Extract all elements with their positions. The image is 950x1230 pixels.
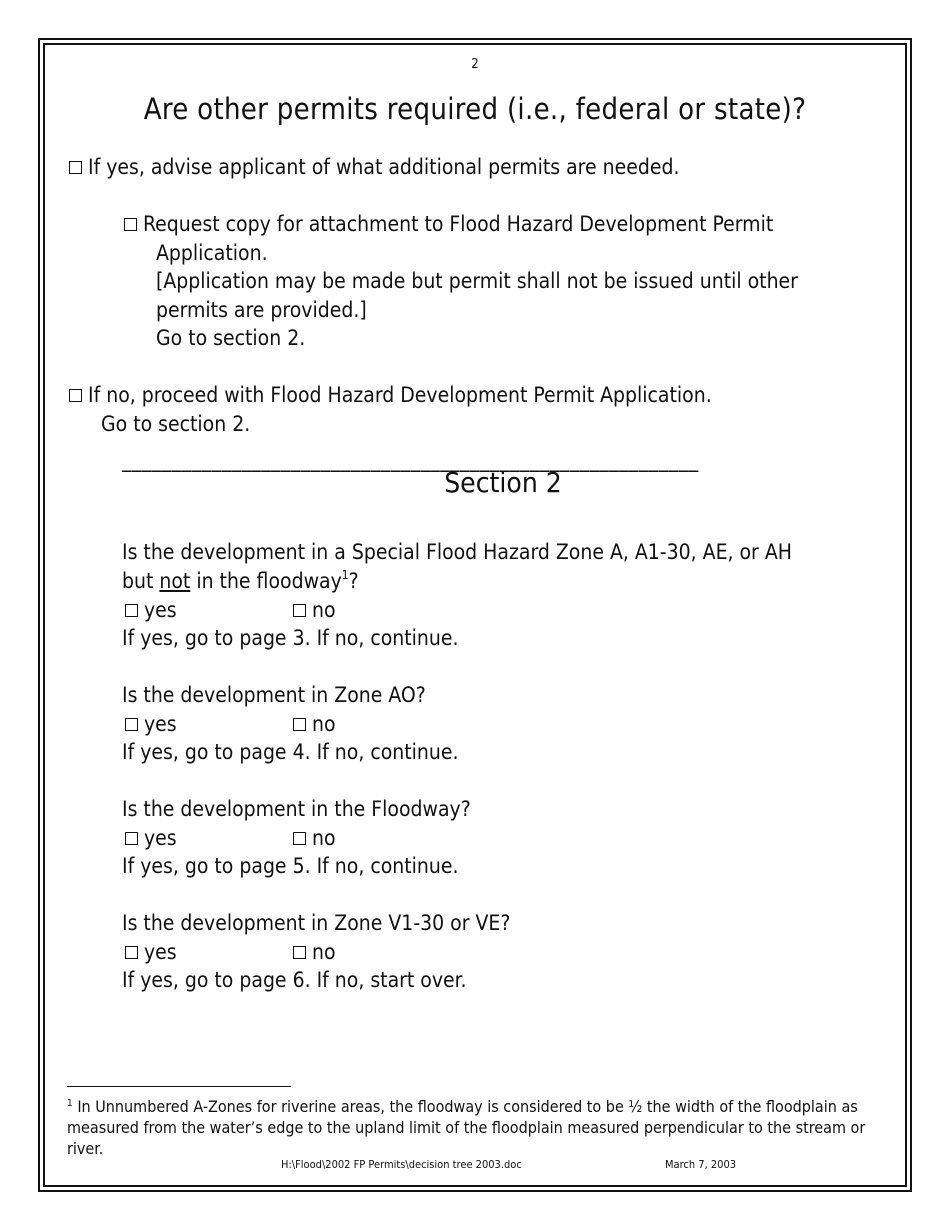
request-line-1: Request copy for attachment to Flood Hazard Development Permit — [143, 212, 774, 236]
request-line-3: [Application may be made but permit shall not be issued until other — [156, 269, 798, 293]
q3-yes-label: yes — [144, 826, 177, 850]
q2-no-label: no — [312, 712, 336, 736]
checkbox-if-no[interactable] — [69, 389, 82, 402]
question-3-instruction: If yes, go to page 5. If no, continue. — [122, 854, 459, 878]
question-2-text: Is the development in Zone AO? — [122, 683, 426, 707]
permits-if-yes — [69, 153, 679, 182]
q2-no-checkbox[interactable] — [293, 718, 306, 731]
q1-yes-checkbox[interactable] — [125, 604, 138, 617]
q1-text-pre: but — [122, 569, 160, 593]
request-line-2: Application. — [156, 241, 268, 265]
page-title: Are other permits required (i.e., federal or state)? — [143, 92, 807, 126]
q3-yes-checkbox[interactable] — [125, 832, 138, 845]
q2-yes-label: yes — [144, 712, 177, 736]
request-line-5: Go to section 2. — [156, 326, 306, 350]
q1-text-underlined: not — [159, 569, 191, 593]
footnote-text: In Unnumbered A-Zones for riverine areas, the floodway is considered to be ½ the width of the floodplain as measured from the water’s edge to the upland limit of the floodplain measured perpendicular to the stream or river. — [67, 1097, 866, 1158]
section-divider: __________________________________________________________ — [122, 448, 699, 472]
footnote-marker: 1 — [67, 1098, 73, 1109]
if-no-line-2: Go to section 2. — [101, 412, 251, 436]
permits-if-no — [69, 381, 712, 410]
q2-yes-option — [125, 710, 177, 739]
question-4-text: Is the development in Zone V1-30 or VE? — [122, 911, 511, 935]
q4-yes-label: yes — [144, 940, 177, 964]
request-line-4: permits are provided.] — [156, 298, 367, 322]
q4-yes-checkbox[interactable] — [125, 946, 138, 959]
footer-date: March 7, 2003 — [665, 1158, 737, 1171]
if-yes-text: If yes, advise applicant of what additional permits are needed. — [88, 155, 680, 179]
q4-no-option — [293, 938, 336, 967]
q1-yes-label: yes — [144, 598, 177, 622]
page-number: 2 — [471, 57, 479, 72]
question-3-text: Is the development in the Floodway? — [122, 797, 471, 821]
if-no-line-1: If no, proceed with Flood Hazard Development Permit Application. — [88, 383, 712, 407]
question-4-instruction: If yes, go to page 6. If no, start over. — [122, 968, 467, 992]
q3-no-checkbox[interactable] — [293, 832, 306, 845]
question-1-line-1: Is the development in a Special Flood Hazard Zone A, A1-30, AE, or AH — [122, 540, 792, 564]
question-2-instruction: If yes, go to page 4. If no, continue. — [122, 740, 459, 764]
q1-text-post: in the floodway — [190, 569, 342, 593]
q1-no-label: no — [312, 598, 336, 622]
q3-yes-option — [125, 824, 177, 853]
q4-yes-option — [125, 938, 177, 967]
q1-yes-option — [125, 596, 177, 625]
footer-file-path: H:\Flood\2002 FP Permits\decision tree 2003.doc — [281, 1158, 522, 1171]
q2-no-option — [293, 710, 336, 739]
checkbox-request-copy[interactable] — [124, 218, 137, 231]
footnote-separator — [67, 1086, 291, 1087]
q3-no-option — [293, 824, 336, 853]
question-1-instruction: If yes, go to page 3. If no, continue. — [122, 626, 459, 650]
q2-yes-checkbox[interactable] — [125, 718, 138, 731]
q4-no-label: no — [312, 940, 336, 964]
q1-text-end: ? — [348, 569, 359, 593]
section-2-title: Section 2 — [444, 466, 562, 499]
request-copy-item — [124, 210, 773, 239]
q1-no-checkbox[interactable] — [293, 604, 306, 617]
question-1-line-2 — [122, 567, 359, 596]
q3-no-label: no — [312, 826, 336, 850]
checkbox-if-yes[interactable] — [69, 161, 82, 174]
q1-no-option — [293, 596, 336, 625]
footnote-reference: 1 — [341, 568, 349, 582]
q4-no-checkbox[interactable] — [293, 946, 306, 959]
footnote — [67, 1096, 887, 1159]
